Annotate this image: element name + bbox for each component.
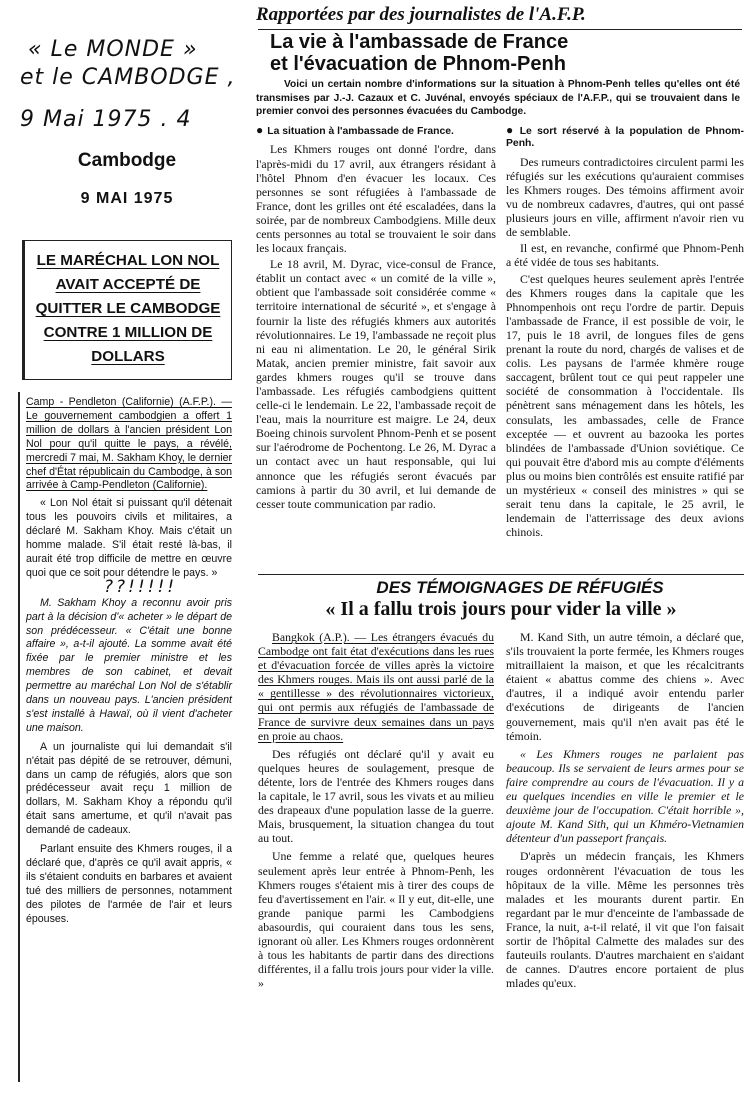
left-headline: LE MARÉCHAL LON NOL AVAIT ACCEPTÉ DE QUITTER LE CAMBODGE CONTRE 1 MILLION DE DOLLARS — [35, 252, 221, 365]
population-paragraph-3: C'est quelques heures seulement après l'entrée des Khmers rouges dans la capitale que les Phnompenhois ont reçu l'ordre de partir. Depuis l'ambassade de France, il est possible de voir, le 17, puis le 18 avril, de longues files de gens prenant la route du nord, chargés de valises et de colis. Les paysans de l'armée khmère rouge saccagent, brûlent tout ce qui peut rappeler une société de consommation à l'occidentale. Ils pénètrent sans ménagement dans les hôtels, les consulats, les ambassades, celle de France exceptée — et ouvrent au bazooka les portes blindées de l'ambassade d'Union soviétique. Ce qui pouvait être d'abord mis au compte d'éléments plus ou moins bien contrôlés est ensuite ratifié par un mystérieux « conseil des ministres » qui se serait tenu dans la capitale, le 25 avril, le lendemain de l'atterrissage des deux avions chinois. — [506, 271, 744, 540]
testimony-paragraph-3: Une femme a relaté que, quelques heures seulement après leur entrée à Phnom-Penh, les Khmers rouges s'étaient mis à tirer des coups de feu d'avertissement en l'air. « Il y eut, dit-elle, une grande panique parmi les Cambodgiens abasourdis, qui couraient dans tous les sens, ignorant où aller. Les Khmers rouges ordonnèrent à tous les habitants de partir dans des directions différentes, il a fallu trois jours pour vider la ville. » — [258, 849, 494, 991]
ambassade-paragraph-1: Les Khmers rouges ont donné l'ordre, dans l'après-midi du 17 avril, aux étrangers résidant à l'hôtel Phnom d'en évacuer les locaux. Ces personnes se sont réfugiées à l'ambassade de France, dont les grilles ont été escaladées, dans la soirée, par de nombreux Cambodgiens. Mille deux cents personnes au total se trouvaient le soir dans les locaux français. — [256, 142, 496, 256]
testimony-title: DES TÉMOIGNAGES DE RÉFUGIÉS — [376, 578, 664, 597]
population-paragraph-2: Il est, en revanche, confirmé que Phnom-Penh a été vidée de tous ses habitants. — [506, 241, 744, 270]
kicker: Rapportées par des journalistes de l'A.F.P. — [256, 4, 586, 25]
testimony-paragraph-6: D'après un médecin français, les Khmers rouges ordonnèrent l'évacuation de tous les hôpitaux de la ville. Même les personnes très malades et les mourants durent partir. En regardant par le mur d'enceinte de l'ambassade de France, la nuit, a-t-il relaté, il vit que l'on faisait sortir de l'hôpital Calmette des malades sur des fauteuils roulants. D'autres marchaient en s'aidant de cannes. D'autres encore portaient de plus mlades qu'eux. — [506, 849, 744, 991]
ambassade-paragraph-2: Le 18 avril, M. Dyrac, vice-consul de France, établit un contact avec « un comité de la ville », obtient que l'ambassade soit considérée comme « territoire international de sécurité », et s'engage à fournir la liste des réfugiés khmers aux autorités révolutionnaires. Le 19, l'ambassade ne reçoit plus ni eau ni alimentation. Le 20, le général Sirik Matak, ancien premier ministre, fait savoir aux gardes khmers rouges qu'il se trouve dans l'ambassade. Les réfugiés cambodgiens quittent celle-ci le lendemain. Le 22, l'ambassade reçoit de l'eau, mais la nourriture est maigre. Le 24, deux Boeing chinois survolent Phnom-Penh et se posent sur l'aérodrome de Pochentong. Le 26, M. Dyrac a un contact avec un haut responsable, qui lui annonce que les réfugiés seront évacués par camions à partir du 30 avril, et lui demande de cesser toute communication par radio. — [256, 257, 496, 511]
handwritten-line-3: 9 Mai 1975 . 4 — [20, 107, 192, 132]
testimony-column-2 — [506, 630, 744, 992]
testimony-column-1 — [258, 630, 494, 992]
handwritten-line-1: « Le MONDE » — [28, 37, 198, 62]
handwritten-line-2: et le CAMBODGE , — [20, 65, 236, 90]
testimony-paragraph-5: « Les Khmers rouges ne parlaient pas beaucoup. Ils se servaient de leurs armes pour se faire comprendre au cours de l'évacuation. Il y a eu quelques incendies en ville le premier et le deuxième jour de l'occupation. C'était horrible », ajoute M. Kand Sith, qui un Khméro-Vietnamien détenteur d'un passeport français. — [506, 746, 744, 846]
left-paragraph-1: Camp - Pendleton (Californie) (A.F.P.). — Le gouvernement cambodgien a offert 1 million de dollars à l'ancien président Lon Nol pour qu'il quitte le pays, a révélé, mercredi 7 mai, M. Sakham Khoy, le dernier chef d'État républicain du Cambodge, à son arrivée à Camp-Pendleton (Californie). — [26, 396, 232, 492]
ambassade-column — [256, 124, 496, 513]
population-column — [506, 124, 744, 541]
main-headline-line-2: et l'évacuation de Phnom-Penh — [270, 53, 566, 75]
subhead-population: Le sort réservé à la population de Phnom-Penh. — [506, 126, 745, 150]
bullet-icon: ● — [506, 123, 516, 137]
testimony-paragraph-2: Des réfugiés ont déclaré qu'il y avait eu quelques heures de soulagement, presque de détente, lors de l'entrée des Khmers rouges dans la capitale, le 17 avril, sous les vivats et au milieu des drapeaux d'une population lasse de la guerre. Mais, brusquement, la situation changea du tout au tout. — [258, 746, 494, 846]
left-paragraph-3: M. Sakham Khoy a reconnu avoir pris part à la décision d'« acheter » le départ de son prédécesseur. « C'était une bonne affaire », a-t-il ajouté. La somme avait été fixée par le premier ministre et les membres de son cabinet, et devait permettre au maréchal Lon Nol de s'établir dans un nouveau pays. L'ancien président s'est installé à Hawaï, où il vient d'acheter une maison. — [26, 596, 232, 734]
testimony-headline: « Il a fallu trois jours pour vider la ville » — [325, 598, 677, 620]
main-headline — [270, 31, 740, 75]
left-margin-bar — [18, 392, 20, 1082]
main-headline-line-1: La vie à l'ambassade de France — [270, 31, 569, 53]
left-paragraph-2: « Lon Nol était si puissant qu'il détenait tous les pouvoirs civils et militaires, a déclaré M. Sakham Khoy. Mais c'était un homme malade. S'il était resté là-bas, il aurait été trop difficile de mettre en œuvre quoi que ce soit pour détendre le pays. » — [26, 497, 232, 579]
left-paragraph-5: Parlant ensuite des Khmers rouges, il a déclaré que, d'après ce qu'il avait appris, « ils s'étaient conduits en barbares et avaient tué des milliers de personnes, notamment des pilotes de l'armée de l'air et leurs épouses. — [26, 843, 232, 925]
article-date: 9 MAI 1975 — [80, 190, 174, 207]
bullet-icon: ● — [256, 123, 264, 137]
left-body — [26, 396, 232, 929]
testimony-paragraph-4: M. Kand Sith, un autre témoin, a déclaré que, s'ils trouvaient la porte fermée, les Khmers rouges mitraillaient la maison, et que les récalcitrants étaient « abattus comme des chiens ». Avec d'autres, il a indiqué avoir entendu parler d'exécutions de dirigeants de l'ancien gouvernement, mais qu'il n'en avait pas été le témoin. — [506, 630, 744, 743]
testimony-paragraph-1: Bangkok (A.P.). — Les étrangers évacués du Cambodge ont fait état d'exécutions dans les rues et d'évacuation forcée de villes après la victoire des Khmers rouges. Mais ils ont aussi parlé de la « gentillesse » des révolutionnaires victorieux, qui ont permis aux réfugiés de l'ambassade de France de survivre deux semaines dans un pays en proie au chaos. — [258, 630, 494, 743]
left-paragraph-4: A un journaliste qui lui demandait s'il n'était pas dépité de se retrouver, démuni, dans un camp de réfugiés, alors que son prédécesseur avait reçu 1 million de dollars, M. Sakham Khoy a répondu qu'il était sans amertume, et qu'il n'avait pas demandé de cadeaux. — [26, 740, 232, 837]
left-headline-box — [22, 240, 232, 380]
handwritten-annotation: ??!!!!! — [104, 576, 178, 597]
population-paragraph-1: Des rumeurs contradictoires circulent parmi les réfugiés sur les exécutions qu'auraient commises les Khmers rouges. Des témoins affirment avoir vu de nombreux cadavres, d'autres, qui ont passé plusieurs jours en ville, affirment n'avoir rien vu de semblable. — [506, 154, 744, 240]
intro-text: Voici un certain nombre d'informations sur la situation à Phnom-Penh telles qu'elles ont été transmises par J.-J. Cazaux et C. Juvénal, envoyés spéciaux de l'A.F.P., qui se trouvaient dans le premier convoi des personnes évacuées du Cambodge. — [256, 79, 740, 118]
section-label: Cambodge — [77, 150, 177, 171]
testimony-rule — [258, 574, 744, 575]
headline-rule — [258, 29, 742, 30]
subhead-ambassade: La situation à l'ambassade de France. — [267, 126, 454, 137]
left-article — [12, 150, 232, 208]
